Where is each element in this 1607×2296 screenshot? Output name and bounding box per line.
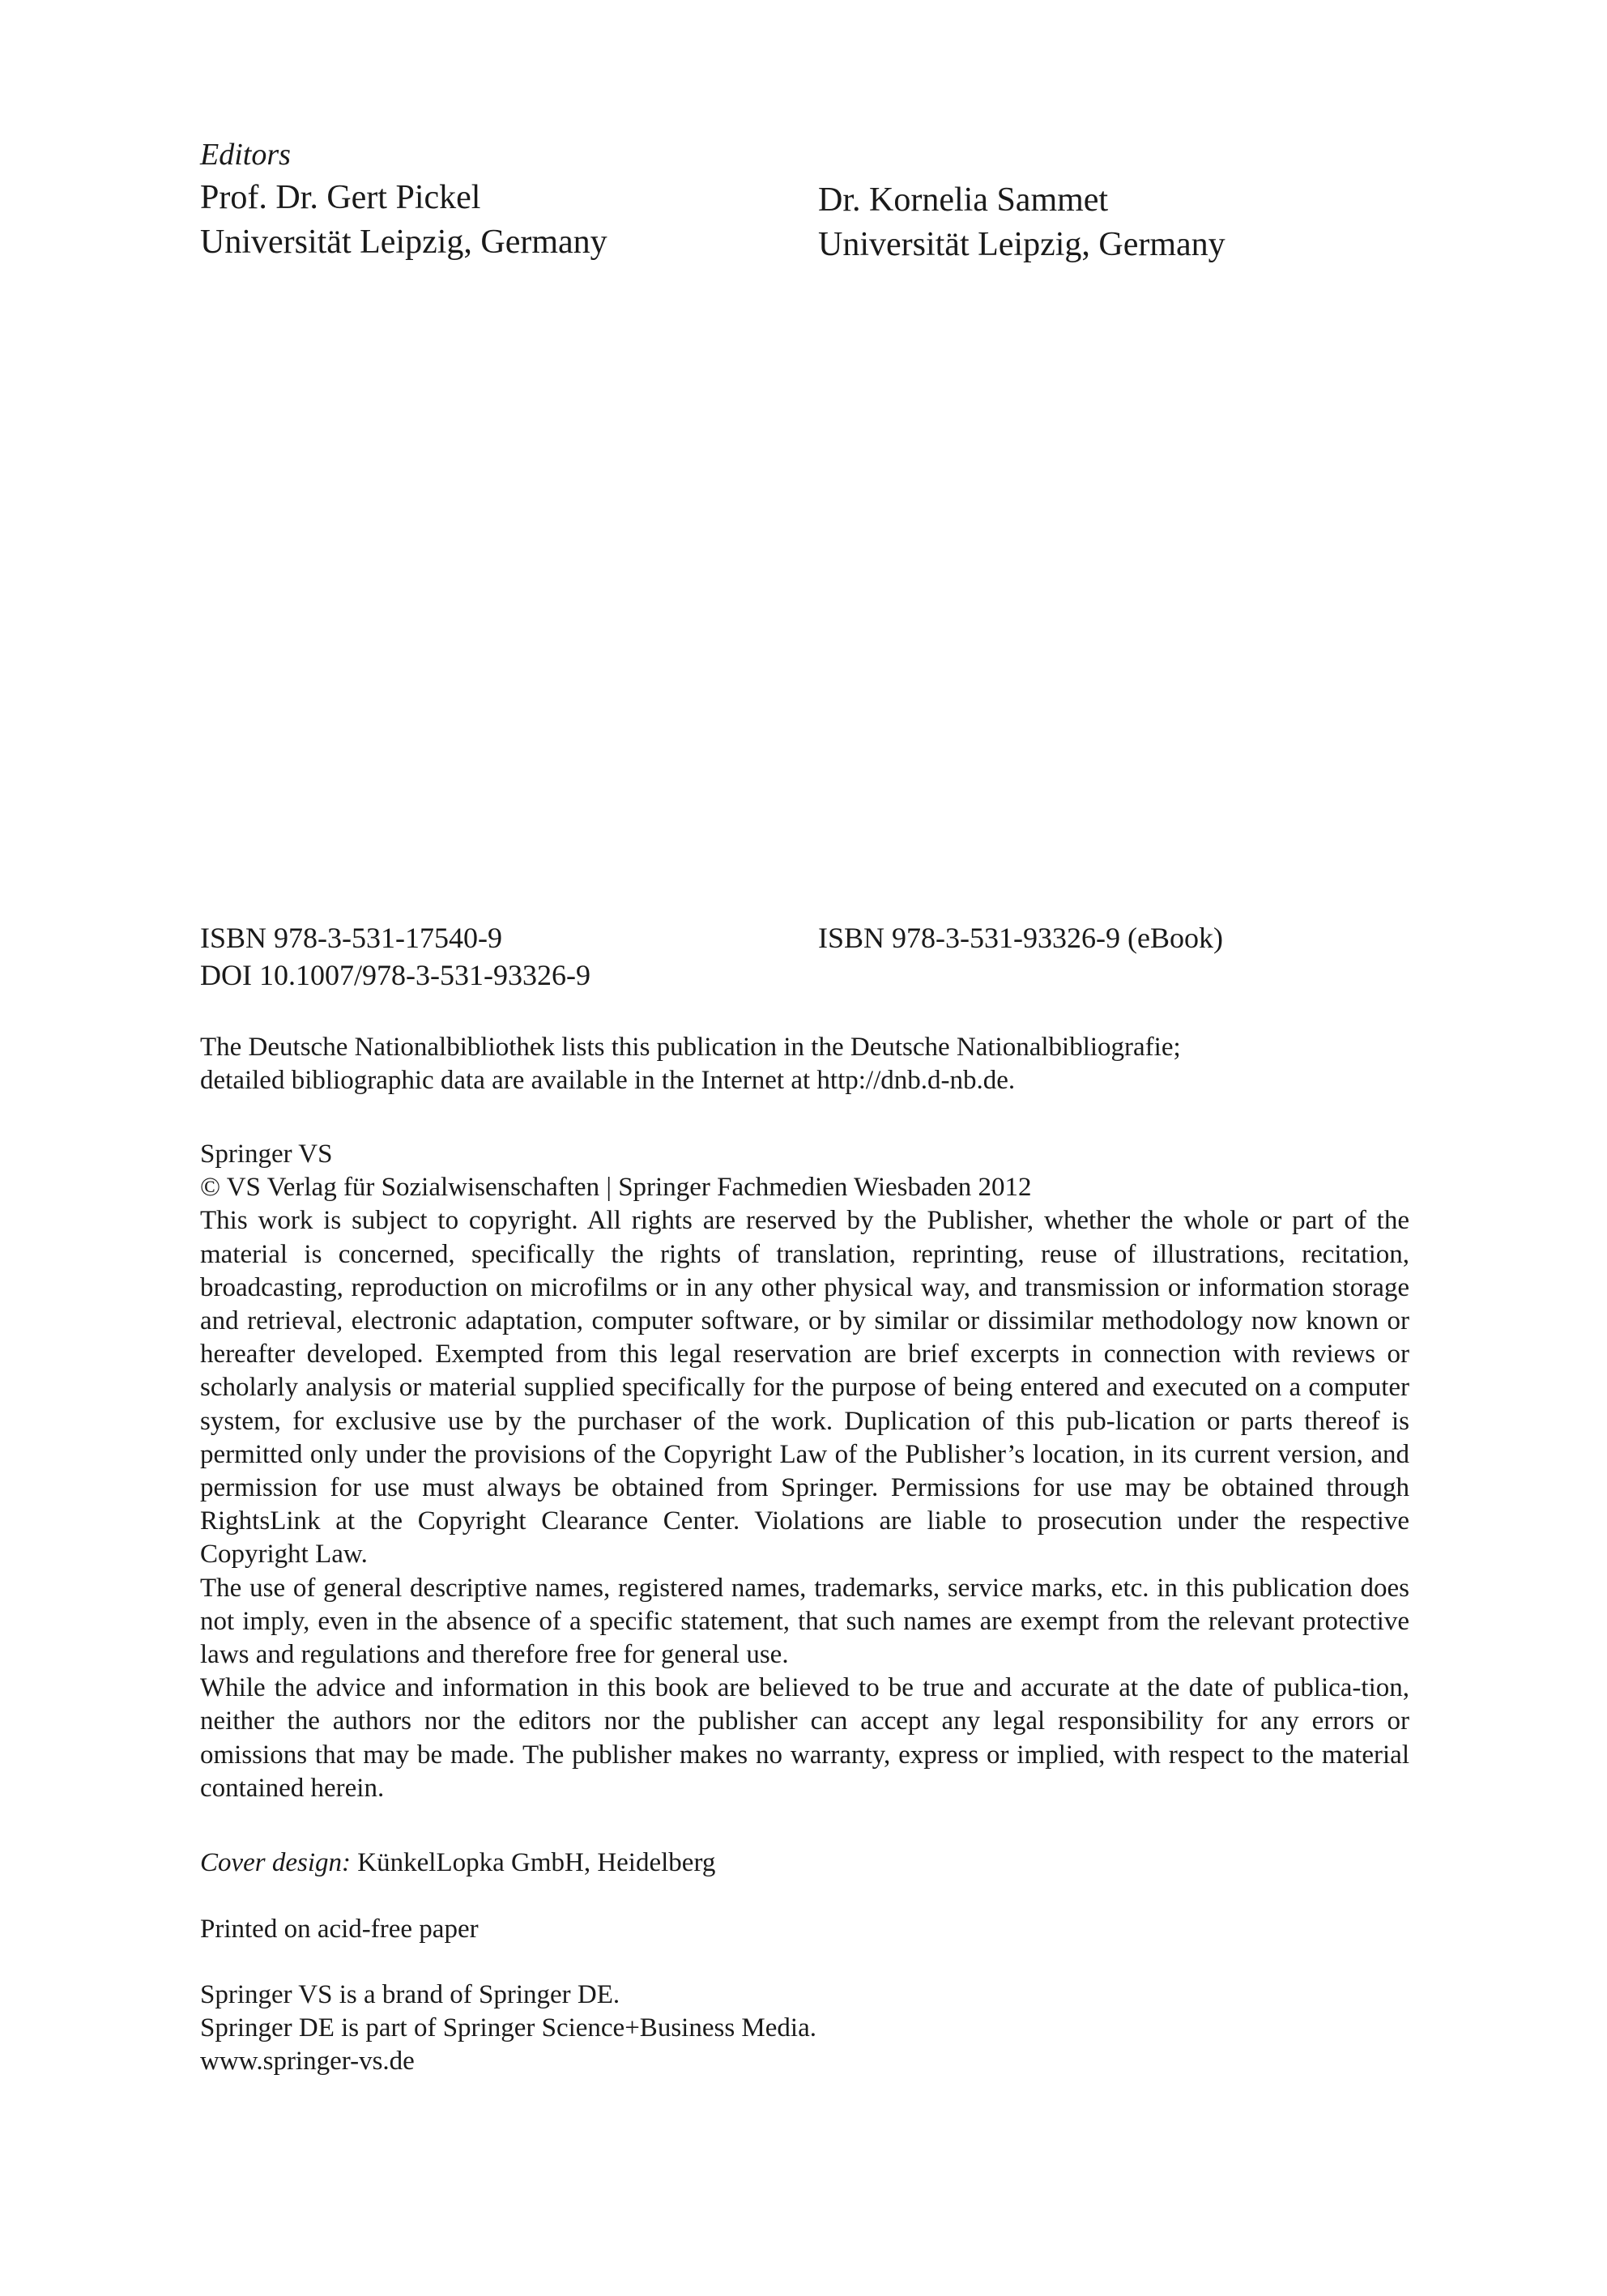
editor-left: [200, 176, 607, 265]
print-identifiers: [200, 919, 590, 994]
copyright-section: [200, 1138, 1409, 1805]
cover-design-label: Cover design:: [200, 1848, 352, 1877]
editor-right: [818, 178, 1225, 267]
brand-info: [200, 1979, 1409, 2079]
doi: DOI 10.1007/978-3-531-93326-9: [200, 959, 590, 991]
copyright-paragraph-2: The use of general descriptive names, registered names, trademarks, service marks, etc. in this publication does not imply, even in the absence of a specific statement, that such names are exempt from the relevant protective laws and regulations and therefore free for general use.: [200, 1573, 1409, 1670]
editor-left-affiliation: Universität Leipzig, Germany: [200, 224, 607, 261]
brand-line-2: Springer DE is part of Springer Science+Business Media.: [200, 2013, 816, 2043]
dnb-notice: [200, 1031, 1409, 1097]
copyright-paragraph-1: This work is subject to copyright. All rights are reserved by the Publisher, whether the whole or part of the material is concerned, specifically the rights of translation, reprinting, reuse of illustrations, recitation, broadcasting, reproduction on microfilms or in any other physical way, and transmission or information storage and retrieval, electronic adaptation, computer software, or by similar or dissimilar methodology now known or hereafter developed. Exempted from this legal reservation are brief excerpts in connection with reviews or scholarly analysis or material supplied specifically for the purpose of being entered and executed on a computer system, for exclusive use by the purchaser of the work. Duplication of this pub-lication or parts thereof is permitted only under the provisions of the Copyright Law of the Publisher’s location, in its current version, and permission for use must always be obtained from Springer. Permissions for use may be obtained through RightsLink at the Copyright Clearance Center. Violations are liable to prosecution under the respective Copyright Law.: [200, 1206, 1409, 1570]
dnb-line-2: detailed bibliographic data are available in the Internet at http://dnb.d-nb.de.: [200, 1066, 1016, 1096]
brand-line-1: Springer VS is a brand of Springer DE.: [200, 1980, 620, 2009]
editor-left-name: Prof. Dr. Gert Pickel: [200, 179, 481, 216]
copyright-notice: © VS Verlag für Sozialwisenschaften | Springer Fachmedien Wiesbaden 2012: [200, 1173, 1032, 1203]
publisher-name: Springer VS: [200, 1139, 333, 1169]
brand-url: www.springer-vs.de: [200, 2047, 415, 2077]
editor-right-affiliation: Universität Leipzig, Germany: [818, 226, 1225, 263]
printed-note: Printed on acid-free paper: [200, 1915, 479, 1944]
cover-design: [200, 1847, 1409, 1880]
editors-label: Editors: [200, 138, 291, 172]
cover-design-value: KünkelLopka GmbH, Heidelberg: [357, 1848, 716, 1877]
copyright-paragraph-3: While the advice and information in this book are believed to be true and accurate at the date of publica-tion, neither the authors nor the editors nor the publisher can accept any legal responsibility for any errors or omissions that may be made. The publisher makes no warranty, express or implied, with respect to the material contained herein.: [200, 1673, 1409, 1803]
editor-right-name: Dr. Kornelia Sammet: [818, 181, 1109, 219]
dnb-line-1: The Deutsche Nationalbibliothek lists this publication in the Deutsche Nationalbibliografie;: [200, 1033, 1181, 1062]
isbn-ebook: ISBN 978-3-531-93326-9 (eBook): [818, 922, 1223, 954]
isbn-print: ISBN 978-3-531-17540-9: [200, 922, 502, 954]
